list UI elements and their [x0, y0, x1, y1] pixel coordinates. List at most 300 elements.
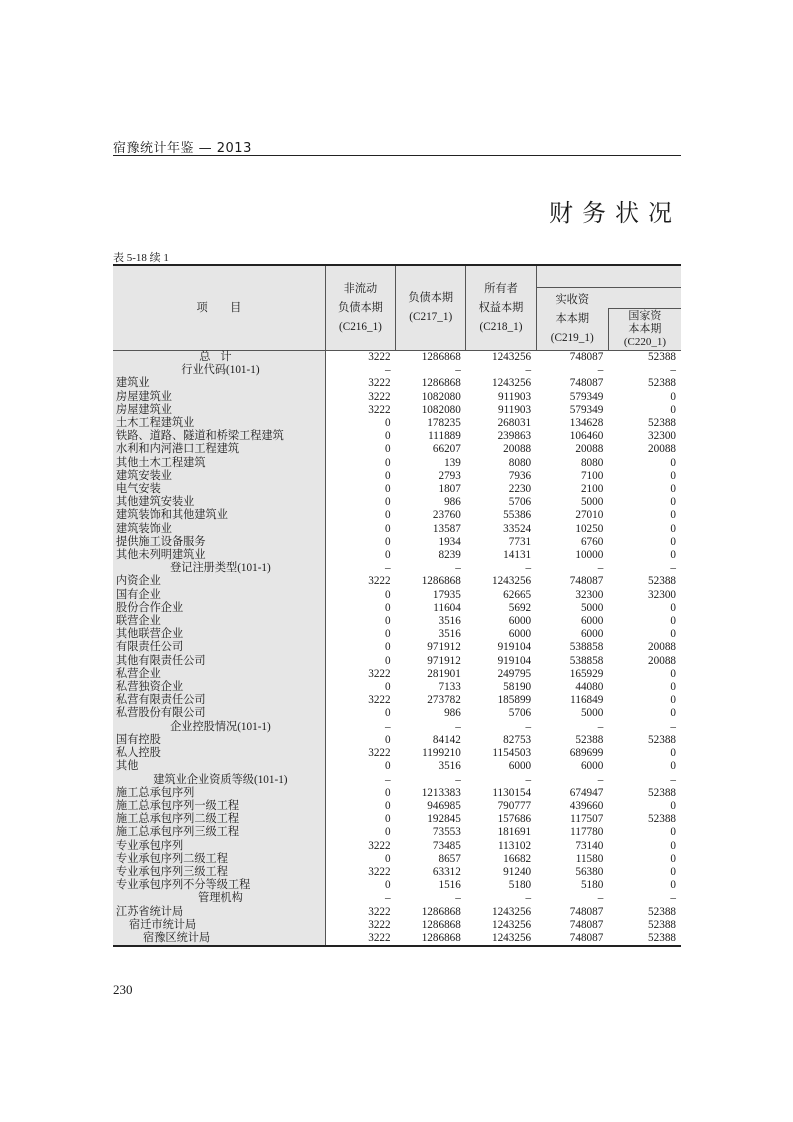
cell-value: 689699 — [569, 747, 604, 760]
row-label: 其他土木工程建筑 — [113, 457, 325, 470]
cell-value: 32300 — [575, 588, 604, 601]
header-spacer — [536, 265, 681, 288]
column-header-item: 项 目 — [113, 265, 325, 351]
cell-value: 55386 — [503, 509, 532, 522]
row-label: 有限责任公司 — [113, 641, 325, 654]
cell-value: 3222 — [368, 575, 391, 588]
cell-value: 8080 — [580, 456, 604, 469]
cell-value: 748087 — [569, 575, 604, 588]
cell-value: 0 — [670, 509, 676, 522]
cell-value: 11580 — [575, 852, 604, 865]
cell-value: – — [385, 720, 391, 733]
cell-value: 91240 — [503, 865, 532, 878]
table-caption: 表 5-18 续 1 — [113, 252, 169, 264]
row-label: 其他 — [113, 760, 325, 773]
cell-value: 6000 — [580, 760, 604, 773]
cell-value: 0 — [670, 615, 676, 628]
column-header-c216 — [325, 265, 395, 351]
cell-value: 111889 — [428, 430, 461, 443]
cell-value: – — [525, 562, 532, 575]
row-label: 建筑业企业资质等级(101-1) — [113, 774, 325, 787]
row-label: 江苏省统计局 — [113, 906, 325, 919]
cell-value: 66207 — [432, 443, 461, 456]
table-row — [113, 919, 681, 932]
cell-value: 1082080 — [421, 403, 461, 416]
cell-value: 1243256 — [491, 575, 532, 588]
cell-value: 0 — [670, 496, 676, 509]
cell-value: 7133 — [438, 681, 461, 694]
cell-value: – — [385, 562, 391, 575]
table-row — [113, 430, 681, 443]
cell-value: 579349 — [569, 390, 604, 403]
column-header-c220 — [608, 309, 681, 351]
table-row — [113, 391, 681, 404]
cell-value: 58190 — [503, 681, 532, 694]
cell-value: 84142 — [432, 733, 461, 746]
cell-value: 0 — [385, 430, 391, 443]
cell-value: 971912 — [427, 641, 461, 654]
cell-value: – — [597, 892, 604, 905]
row-label: 行业代码(101-1) — [113, 364, 325, 377]
cell-value: – — [455, 720, 461, 733]
cell-value: 0 — [385, 879, 391, 892]
cell-value: 5706 — [508, 707, 532, 720]
cell-value: 0 — [385, 681, 391, 694]
table-row — [113, 404, 681, 417]
table-row — [113, 787, 681, 800]
header-line: 负债本期 — [408, 292, 454, 304]
cell-value: 178235 — [427, 417, 461, 430]
row-label: 管理机构 — [113, 892, 325, 905]
cell-value: 0 — [385, 496, 391, 509]
header-line: 本本期 — [555, 312, 590, 325]
row-label: 建筑装饰和其他建筑业 — [113, 509, 325, 522]
cell-value: 919104 — [497, 654, 532, 667]
cell-value: 1130154 — [492, 786, 532, 799]
row-label: 建筑装饰业 — [113, 523, 325, 536]
cell-value: 0 — [385, 628, 391, 641]
cell-value: 1213383 — [421, 786, 461, 799]
cell-value: 14131 — [503, 549, 532, 562]
row-label: 总计 — [113, 351, 325, 365]
cell-value: 971912 — [427, 654, 461, 667]
cell-value: 5000 — [580, 601, 604, 614]
cell-value: – — [385, 892, 391, 905]
table-row — [113, 509, 681, 522]
cell-value: 1243256 — [491, 905, 532, 918]
cell-value: 748087 — [536, 932, 608, 946]
cell-value: 3222 — [368, 865, 391, 878]
table-row — [113, 417, 681, 430]
cell-value: 0 — [670, 667, 676, 680]
table-row — [113, 523, 681, 536]
cell-value: 0 — [670, 601, 676, 614]
row-label: 施工总承包序列二级工程 — [113, 813, 325, 826]
cell-value: – — [597, 562, 604, 575]
cell-value: 5180 — [508, 879, 532, 892]
table-group-row — [113, 721, 681, 734]
cell-value: 117507 — [570, 813, 604, 826]
row-label: 铁路、道路、隧道和桥梁工程建筑 — [113, 430, 325, 443]
table-row — [113, 483, 681, 496]
header-code: (C219_1) — [550, 331, 594, 344]
cell-value: 986 — [444, 496, 461, 509]
column-header-c219 — [536, 288, 608, 351]
row-label: 其他有限责任公司 — [113, 655, 325, 668]
row-label: 水利和内河港口工程建筑 — [113, 443, 325, 456]
cell-value: 63312 — [432, 865, 461, 878]
cell-value: 134628 — [569, 417, 604, 430]
header-code: (C220_1) — [623, 336, 666, 348]
table-row — [113, 496, 681, 509]
table-row — [113, 932, 681, 946]
table-row — [113, 575, 681, 588]
cell-value: 911903 — [497, 403, 532, 416]
table-total-row — [113, 351, 681, 365]
cell-value: 748087 — [569, 351, 604, 363]
cell-value: 52388 — [648, 575, 676, 588]
cell-value: 3222 — [368, 747, 391, 760]
row-label: 施工总承包序列 — [113, 787, 325, 800]
cell-value: 5000 — [580, 707, 604, 720]
page-number: 230 — [113, 982, 133, 997]
cell-value: 0 — [385, 588, 391, 601]
table-row — [113, 760, 681, 773]
row-label: 私人控股 — [113, 747, 325, 760]
cell-value: 0 — [385, 615, 391, 628]
cell-value: 3516 — [438, 615, 461, 628]
cell-value: 8239 — [438, 549, 461, 562]
header-code: (C218_1) — [479, 320, 523, 333]
cell-value: 44080 — [575, 681, 604, 694]
cell-value: 0 — [385, 483, 391, 496]
header-line: 所有者 — [484, 282, 518, 295]
cell-value: 3222 — [368, 351, 391, 363]
cell-value: 0 — [385, 799, 391, 812]
cell-value: – — [385, 773, 391, 786]
cell-value: 6760 — [580, 535, 604, 548]
cell-value: 73140 — [575, 839, 604, 852]
cell-value: 2100 — [580, 483, 604, 496]
cell-value: 748087 — [569, 905, 604, 918]
cell-value: 0 — [385, 443, 391, 456]
row-label: 宿迁市统计局 — [113, 919, 325, 932]
cell-value: 0 — [670, 469, 676, 482]
cell-value: 249795 — [497, 667, 532, 680]
cell-value: – — [597, 364, 604, 377]
cell-value: 946985 — [427, 799, 461, 812]
cell-value: 5692 — [508, 601, 532, 614]
cell-value: 157686 — [497, 813, 532, 826]
cell-value: 23760 — [432, 509, 461, 522]
cell-value: 0 — [385, 469, 391, 482]
cell-value: 10000 — [575, 549, 604, 562]
cell-value: 1243256 — [491, 377, 532, 390]
row-label: 其他联营企业 — [113, 628, 325, 641]
cell-value: 0 — [670, 747, 676, 760]
cell-value: 0 — [385, 549, 391, 562]
cell-value: 117780 — [570, 826, 604, 839]
cell-value: 674947 — [569, 786, 604, 799]
cell-value: 165929 — [569, 667, 604, 680]
cell-value: 2230 — [508, 483, 532, 496]
cell-value: 0 — [670, 522, 676, 535]
table-row — [113, 589, 681, 602]
row-label: 专业承包序列二级工程 — [113, 853, 325, 866]
cell-value: 273782 — [427, 694, 461, 707]
table-row — [113, 549, 681, 562]
row-label: 施工总承包序列一级工程 — [113, 800, 325, 813]
cell-value: 0 — [385, 813, 391, 826]
table-row — [113, 707, 681, 720]
header-line: 国家资 — [628, 310, 662, 322]
cell-value: 748087 — [569, 377, 604, 390]
cell-value: – — [525, 364, 532, 377]
cell-value: 56380 — [575, 865, 604, 878]
section-title: 财务状况 — [549, 199, 681, 227]
row-label: 私营独资企业 — [113, 681, 325, 694]
cell-value: 3516 — [438, 628, 461, 641]
cell-value: 986 — [444, 707, 461, 720]
cell-value: 3222 — [368, 667, 391, 680]
cell-value: 0 — [670, 456, 676, 469]
cell-value: 0 — [385, 417, 391, 430]
row-label: 内资企业 — [113, 575, 325, 588]
cell-value: – — [455, 562, 461, 575]
cell-value: 62665 — [503, 588, 532, 601]
header-line: 负债本期 — [338, 301, 383, 314]
cell-value: 2793 — [438, 469, 461, 482]
row-label: 国有企业 — [113, 589, 325, 602]
cell-value: 73553 — [432, 826, 461, 839]
cell-value: 1082080 — [421, 390, 461, 403]
cell-value: 0 — [670, 839, 676, 852]
cell-value: – — [525, 720, 532, 733]
header-line: 非流动 — [343, 282, 378, 295]
cell-value: – — [670, 773, 676, 786]
cell-value: 0 — [385, 852, 391, 865]
cell-value: 790777 — [497, 799, 532, 812]
cell-value: 0 — [670, 760, 676, 773]
cell-value: 0 — [670, 483, 676, 496]
cell-value: 538858 — [569, 641, 604, 654]
cell-value: – — [525, 892, 532, 905]
cell-value: 0 — [385, 786, 391, 799]
cell-value: 116849 — [570, 694, 604, 707]
cell-value: 281901 — [427, 667, 461, 680]
row-label: 国有控股 — [113, 734, 325, 747]
running-head: 宿豫统计年鉴 — 2013 — [113, 141, 252, 156]
table-row — [113, 536, 681, 549]
financial-table-container — [113, 264, 681, 947]
header-spacer — [608, 288, 681, 309]
cell-value: 0 — [670, 707, 676, 720]
cell-value: 20088 — [648, 443, 676, 456]
row-label: 提供施工设备服务 — [113, 536, 325, 549]
cell-value: 0 — [670, 865, 676, 878]
table-row — [113, 800, 681, 813]
cell-value: 0 — [670, 852, 676, 865]
row-label: 企业控股情况(101-1) — [113, 721, 325, 734]
header-line: 权益本期 — [478, 301, 524, 314]
cell-value: 0 — [670, 879, 676, 892]
cell-value: 3516 — [438, 760, 461, 773]
cell-value: 0 — [385, 733, 391, 746]
table-row — [113, 681, 681, 694]
cell-value: 6000 — [580, 615, 604, 628]
table-row — [113, 628, 681, 641]
cell-value: 1286868 — [421, 575, 461, 588]
cell-value: 6000 — [580, 628, 604, 641]
cell-value: 6000 — [508, 615, 532, 628]
cell-value: 538858 — [569, 654, 604, 667]
row-label: 房屋建筑业 — [113, 391, 325, 404]
table-row — [113, 866, 681, 879]
cell-value: 0 — [670, 390, 676, 403]
cell-value: 0 — [385, 654, 391, 667]
row-label: 专业承包序列 — [113, 840, 325, 853]
cell-value: 0 — [385, 641, 391, 654]
cell-value: 0 — [385, 707, 391, 720]
row-label: 登记注册类型(101-1) — [113, 562, 325, 575]
table-group-row — [113, 892, 681, 905]
cell-value: 8657 — [438, 852, 461, 865]
cell-value: – — [597, 773, 604, 786]
cell-value: 33524 — [503, 522, 532, 535]
cell-value: 113102 — [497, 839, 532, 852]
cell-value: 6000 — [508, 628, 532, 641]
row-label: 专业承包序列不分等级工程 — [113, 879, 325, 892]
column-header-c217 — [396, 265, 466, 351]
cell-value: 911903 — [497, 390, 532, 403]
cell-value: 139 — [444, 456, 461, 469]
cell-value: 20088 — [648, 641, 676, 654]
cell-value: 106460 — [569, 430, 604, 443]
cell-value: – — [455, 892, 461, 905]
cell-value: 8080 — [508, 456, 532, 469]
table-row — [113, 734, 681, 747]
cell-value: 20088 — [575, 443, 604, 456]
table-row — [113, 655, 681, 668]
cell-value: – — [455, 364, 461, 377]
cell-value: 17935 — [432, 588, 461, 601]
cell-value: 13587 — [432, 522, 461, 535]
cell-value: 3222 — [368, 918, 391, 931]
row-label: 其他未列明建筑业 — [113, 549, 325, 562]
cell-value: 16682 — [503, 852, 532, 865]
cell-value: 1154503 — [492, 747, 532, 760]
cell-value: 32300 — [648, 430, 676, 443]
row-label: 宿豫区统计局 — [113, 932, 325, 946]
cell-value: 0 — [670, 681, 676, 694]
cell-value: 52388 — [648, 351, 676, 363]
table-row — [113, 747, 681, 760]
cell-value: 1286868 — [421, 918, 461, 931]
table-row — [113, 470, 681, 483]
financial-status-table — [113, 264, 681, 947]
cell-value: 748087 — [569, 918, 604, 931]
cell-value: 5706 — [508, 496, 532, 509]
cell-value: – — [670, 364, 676, 377]
cell-value: 1243256 — [466, 932, 536, 946]
table-group-row — [113, 364, 681, 377]
cell-value: 0 — [670, 826, 676, 839]
row-label: 其他建筑安装业 — [113, 496, 325, 509]
row-label: 建筑安装业 — [113, 470, 325, 483]
cell-value: 181691 — [497, 826, 532, 839]
header-line: 实收资 — [555, 293, 590, 306]
table-group-row — [113, 774, 681, 787]
row-label: 建筑业 — [113, 377, 325, 390]
table-row — [113, 377, 681, 390]
header-line: 本本期 — [628, 323, 662, 335]
cell-value: 0 — [385, 535, 391, 548]
cell-value: – — [525, 773, 532, 786]
row-label: 施工总承包序列三级工程 — [113, 826, 325, 839]
cell-value: 1243256 — [491, 351, 532, 363]
table-row — [113, 840, 681, 853]
cell-value: 7731 — [508, 535, 532, 548]
table-row — [113, 879, 681, 892]
cell-value: 3222 — [368, 839, 391, 852]
cell-value: 7100 — [580, 469, 604, 482]
cell-value: 3222 — [368, 694, 391, 707]
cell-value: 1516 — [438, 879, 461, 892]
row-label: 股份合作企业 — [113, 602, 325, 615]
table-group-row — [113, 562, 681, 575]
cell-value: 0 — [670, 535, 676, 548]
cell-value: 5000 — [580, 496, 604, 509]
cell-value: 52388 — [648, 905, 676, 918]
row-label: 电气安装 — [113, 483, 325, 496]
cell-value: 82753 — [503, 733, 532, 746]
cell-value: 20088 — [648, 654, 676, 667]
row-label: 房屋建筑业 — [113, 404, 325, 417]
cell-value: 11604 — [433, 601, 461, 614]
table-row — [113, 906, 681, 919]
cell-value: 52388 — [648, 377, 676, 390]
cell-value: 0 — [670, 403, 676, 416]
row-label: 土木工程建筑业 — [113, 417, 325, 430]
cell-value: 6000 — [508, 760, 532, 773]
cell-value: 0 — [385, 522, 391, 535]
cell-value: – — [670, 562, 676, 575]
cell-value: 1199210 — [422, 747, 461, 760]
cell-value: 0 — [385, 509, 391, 522]
cell-value: – — [597, 720, 604, 733]
table-row — [113, 853, 681, 866]
cell-value: 0 — [670, 549, 676, 562]
cell-value: – — [385, 364, 391, 377]
cell-value: 439660 — [569, 799, 604, 812]
cell-value: 1243256 — [491, 918, 532, 931]
cell-value: 0 — [385, 456, 391, 469]
cell-value: 3222 — [368, 403, 391, 416]
cell-value: – — [670, 720, 676, 733]
cell-value: 10250 — [575, 522, 604, 535]
row-label: 私营有限责任公司 — [113, 694, 325, 707]
cell-value: 1286868 — [421, 905, 461, 918]
header-code: (C216_1) — [339, 320, 382, 333]
table-row — [113, 826, 681, 839]
table-row — [113, 641, 681, 654]
cell-value: 0 — [670, 799, 676, 812]
cell-value: – — [455, 773, 461, 786]
cell-value: 1807 — [438, 483, 461, 496]
cell-value: 73485 — [432, 839, 461, 852]
cell-value: 3222 — [368, 390, 391, 403]
row-label: 联营企业 — [113, 615, 325, 628]
